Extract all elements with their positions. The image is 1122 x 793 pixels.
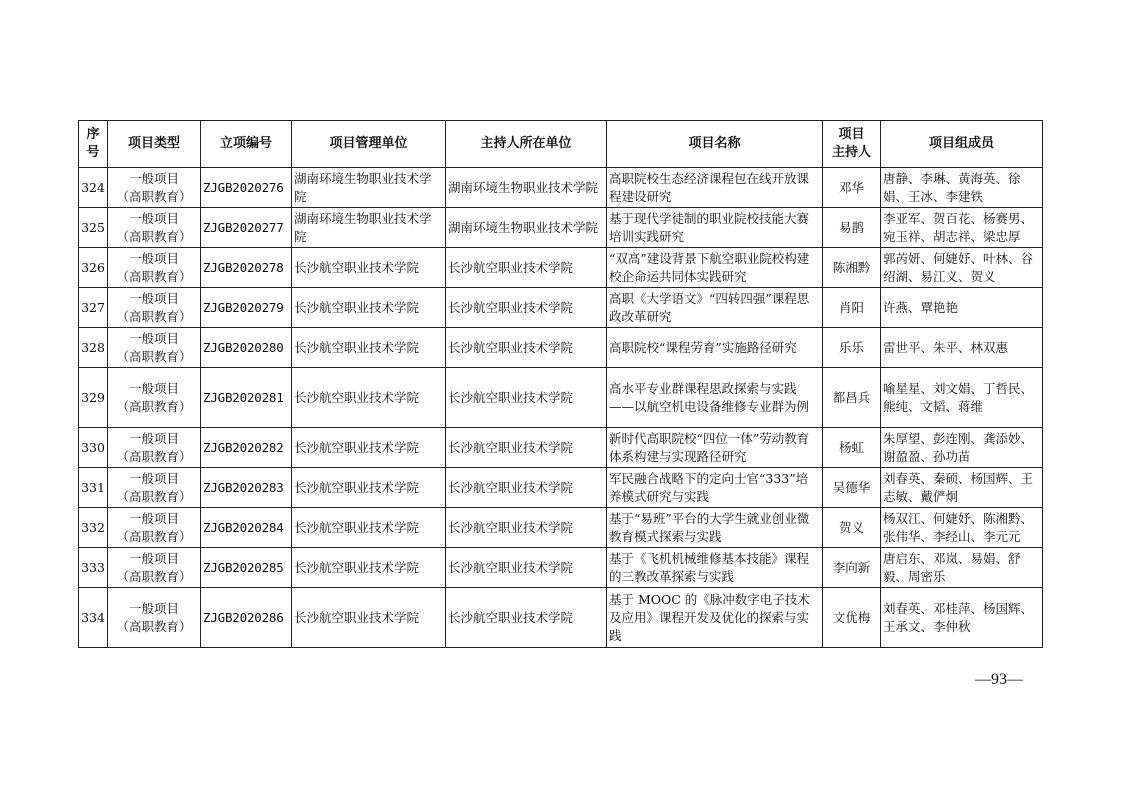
row-no: 327 (79, 288, 108, 328)
row-members: 唐静、李琳、黄海英、徐娟、王冰、李建铁 (881, 168, 1043, 208)
row-type-line1: 一般项目 (128, 550, 179, 566)
row-no: 329 (79, 368, 108, 428)
row-host-unit: 长沙航空职业技术学院 (446, 588, 607, 648)
header-code: 立项编号 (201, 121, 292, 168)
table-row (79, 328, 1043, 368)
header-host-unit: 主持人所在单位 (446, 121, 607, 168)
row-host-unit: 长沙航空职业技术学院 (446, 328, 607, 368)
row-no: 334 (79, 588, 108, 648)
row-no: 331 (79, 468, 108, 508)
row-type (108, 288, 201, 328)
row-type-line2: （高职教育） (116, 348, 192, 364)
row-no: 328 (79, 328, 108, 368)
row-members: 唐启东、邓岚、易娟、舒毅、周密乐 (881, 548, 1043, 588)
row-no: 330 (79, 428, 108, 468)
row-code: ZJGB2020280 (201, 328, 292, 368)
row-host: 吴德华 (823, 468, 881, 508)
row-code: ZJGB2020281 (201, 368, 292, 428)
row-code: ZJGB2020282 (201, 428, 292, 468)
row-project-name: 军民融合战略下的定向士官“333”培养模式研究与实践 (607, 468, 823, 508)
row-project-name: 基于现代学徒制的职业院校技能大赛培训实践研究 (607, 208, 823, 248)
row-mgmt-unit: 长沙航空职业技术学院 (292, 508, 446, 548)
row-type-line1: 一般项目 (128, 430, 179, 446)
row-code: ZJGB2020286 (201, 588, 292, 648)
row-type (108, 428, 201, 468)
row-type (108, 508, 201, 548)
row-type (108, 208, 201, 248)
table-body (79, 168, 1043, 648)
row-no: 332 (79, 508, 108, 548)
row-mgmt-unit: 长沙航空职业技术学院 (292, 248, 446, 288)
row-mgmt-unit: 长沙航空职业技术学院 (292, 428, 446, 468)
row-mgmt-unit: 长沙航空职业技术学院 (292, 548, 446, 588)
table-row (79, 428, 1043, 468)
row-project-name: 新时代高职院校“四位一体”劳动教育体系构建与实现路径研究 (607, 428, 823, 468)
table-row (79, 468, 1043, 508)
row-type (108, 248, 201, 288)
header-type: 项目类型 (108, 121, 201, 168)
row-mgmt-unit: 长沙航空职业技术学院 (292, 368, 446, 428)
row-code: ZJGB2020276 (201, 168, 292, 208)
row-host: 肖阳 (823, 288, 881, 328)
row-members: 雷世平、朱平、林双惠 (881, 328, 1043, 368)
row-host-unit: 长沙航空职业技术学院 (446, 288, 607, 328)
row-host-unit: 长沙航空职业技术学院 (446, 508, 607, 548)
row-no: 333 (79, 548, 108, 588)
row-members: 刘春英、秦硕、杨国辉、王志敏、戴俨炯 (881, 468, 1043, 508)
row-host-unit: 长沙航空职业技术学院 (446, 368, 607, 428)
row-mgmt-unit: 长沙航空职业技术学院 (292, 288, 446, 328)
row-no: 325 (79, 208, 108, 248)
table-row (79, 248, 1043, 288)
row-no: 324 (79, 168, 108, 208)
row-mgmt-unit: 长沙航空职业技术学院 (292, 328, 446, 368)
row-members: 朱厚望、彭连刚、龚添妙、谢盈盈、孙功苗 (881, 428, 1043, 468)
row-code: ZJGB2020278 (201, 248, 292, 288)
row-type-line2: （高职教育） (116, 228, 192, 244)
row-type-line2: （高职教育） (116, 268, 192, 284)
row-project-name: 高职《大学语文》“四转四强”课程思政改革研究 (607, 288, 823, 328)
row-type (108, 548, 201, 588)
row-members: 喻星星、刘文娟、丁哲民、熊纯、文韬、蒋维 (881, 368, 1043, 428)
row-project-name: 高水平专业群课程思政探索与实践 ——以航空机电设备维修专业群为例 (607, 368, 823, 428)
row-project-name: 基于《飞机机械维修基本技能》课程的三教改革探索与实践 (607, 548, 823, 588)
row-host: 李向新 (823, 548, 881, 588)
row-type-line2: （高职教育） (116, 568, 192, 584)
table-row (79, 588, 1043, 648)
row-code: ZJGB2020279 (201, 288, 292, 328)
row-members: 李亚军、贺百花、杨赛男、宛玉祥、胡志祥、梁忠厚 (881, 208, 1043, 248)
row-type-line1: 一般项目 (128, 210, 179, 226)
row-project-name: 高职院校生态经济课程包在线开放课程建设研究 (607, 168, 823, 208)
header-name: 项目名称 (607, 121, 823, 168)
row-code: ZJGB2020277 (201, 208, 292, 248)
row-project-name: “双高”建设背景下航空职业院校构建校企命运共同体实践研究 (607, 248, 823, 288)
row-host: 邓华 (823, 168, 881, 208)
row-type-line1: 一般项目 (128, 380, 179, 396)
row-type-line2: （高职教育） (116, 488, 192, 504)
row-host: 易鹊 (823, 208, 881, 248)
header-row (79, 121, 1043, 168)
row-host-unit: 湖南环境生物职业技术学院 (446, 208, 607, 248)
row-host-unit: 长沙航空职业技术学院 (446, 548, 607, 588)
row-host: 文优梅 (823, 588, 881, 648)
row-members: 郭芮妍、何婕妤、叶林、谷绍湖、易江义、贺义 (881, 248, 1043, 288)
header-host: 项目 主持人 (823, 121, 881, 168)
row-host: 杨虹 (823, 428, 881, 468)
row-host: 都昌兵 (823, 368, 881, 428)
row-type (108, 368, 201, 428)
page-number: —93— (975, 671, 1023, 688)
row-host: 陈湘黔 (823, 248, 881, 288)
row-project-name: 高职院校“课程劳育”实施路径研究 (607, 328, 823, 368)
table-row (79, 168, 1043, 208)
table-row (79, 508, 1043, 548)
row-project-name: 基于 MOOC 的《脉冲数字电子技术及应用》课程开发及优化的探索与实践 (607, 588, 823, 648)
row-host-unit: 湖南环境生物职业技术学院 (446, 168, 607, 208)
row-members: 刘春英、邓桂萍、杨国辉、王承文、李仲秋 (881, 588, 1043, 648)
row-type-line1: 一般项目 (128, 330, 179, 346)
row-project-name: 基于“易班”平台的大学生就业创业微教育模式探索与实践 (607, 508, 823, 548)
row-type-line1: 一般项目 (128, 510, 179, 526)
row-code: ZJGB2020285 (201, 548, 292, 588)
row-members: 许燕、覃艳艳 (881, 288, 1043, 328)
row-type-line2: （高职教育） (116, 308, 192, 324)
table-row (79, 208, 1043, 248)
header-no: 序 号 (79, 121, 108, 168)
table-row (79, 368, 1043, 428)
row-mgmt-unit: 湖南环境生物职业技术学院 (292, 208, 446, 248)
row-mgmt-unit: 长沙航空职业技术学院 (292, 468, 446, 508)
row-type-line1: 一般项目 (128, 600, 179, 616)
table-row (79, 548, 1043, 588)
row-mgmt-unit: 湖南环境生物职业技术学院 (292, 168, 446, 208)
row-type-line2: （高职教育） (116, 398, 192, 414)
row-type-line2: （高职教育） (116, 448, 192, 464)
row-host-unit: 长沙航空职业技术学院 (446, 248, 607, 288)
row-members: 杨双江、何婕妤、陈湘黔、张伟华、李经山、李元元 (881, 508, 1043, 548)
row-type-line1: 一般项目 (128, 250, 179, 266)
row-code: ZJGB2020284 (201, 508, 292, 548)
row-host-unit: 长沙航空职业技术学院 (446, 428, 607, 468)
row-type-line2: （高职教育） (116, 618, 192, 634)
row-type-line2: （高职教育） (116, 188, 192, 204)
row-type (108, 168, 201, 208)
row-type-line1: 一般项目 (128, 470, 179, 486)
row-type (108, 588, 201, 648)
project-table (78, 120, 1043, 648)
header-mgmt-unit: 项目管理单位 (292, 121, 446, 168)
row-type (108, 328, 201, 368)
row-type-line1: 一般项目 (128, 290, 179, 306)
row-host: 乐乐 (823, 328, 881, 368)
row-mgmt-unit: 长沙航空职业技术学院 (292, 588, 446, 648)
row-host-unit: 长沙航空职业技术学院 (446, 468, 607, 508)
row-type-line2: （高职教育） (116, 528, 192, 544)
row-type (108, 468, 201, 508)
header-members: 项目组成员 (881, 121, 1043, 168)
row-host: 贺义 (823, 508, 881, 548)
row-type-line1: 一般项目 (128, 170, 179, 186)
table-row (79, 288, 1043, 328)
row-code: ZJGB2020283 (201, 468, 292, 508)
row-no: 326 (79, 248, 108, 288)
